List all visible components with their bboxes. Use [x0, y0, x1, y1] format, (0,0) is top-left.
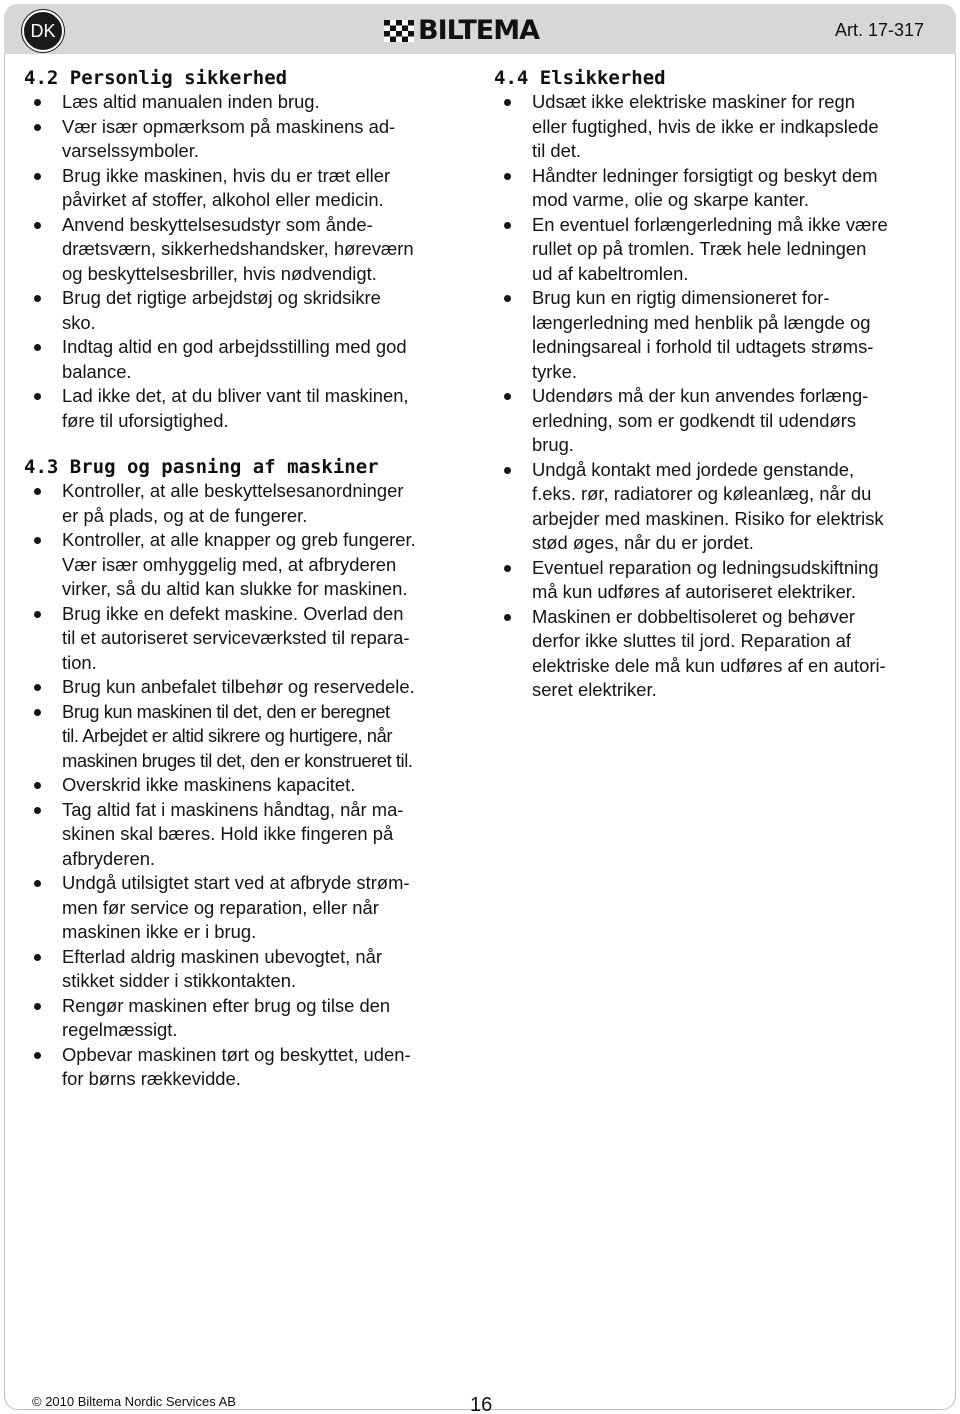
list-item: Eventuel reparation og ledningsudskiftning må kun udføres af autoriseret elektriker. [494, 556, 934, 605]
bullet-icon [504, 99, 511, 106]
list-item: Efterlad aldrig maskinen ubevogtet, når stikket sidder i stikkontakten. [24, 945, 474, 994]
checkered-flag-icon [384, 20, 414, 42]
bullet-icon [34, 173, 41, 180]
page-header [4, 4, 956, 58]
bullet-icon [34, 684, 41, 691]
list-item: Opbevar maskinen tørt og beskyttet, uden- for børns rækkevidde. [24, 1043, 474, 1092]
bullet-icon [34, 488, 41, 495]
list-item: Brug ikke en defekt maskine. Overlad den til et autoriseret serviceværksted til repara- tion. [24, 602, 474, 676]
bullet-icon [504, 173, 511, 180]
bullet-icon [504, 467, 511, 474]
bullet-icon [34, 807, 41, 814]
list-item: Kontroller, at alle knapper og greb fungerer. Vær især omhyggelig med, at afbryderen virker, så du altid kan slukke for maskinen. [24, 528, 474, 602]
list-item: Lad ikke det, at du bliver vant til maskinen, føre til uforsigtighed. [24, 384, 474, 433]
bullet-icon [34, 537, 41, 544]
bullet-icon [34, 954, 41, 961]
list-item: Rengør maskinen efter brug og tilse den regelmæssigt. [24, 994, 474, 1043]
list-item: Brug kun maskinen til det, den er beregnet til. Arbejdet er altid sikrere og hurtigere, når maskinen bruges til det, den er konstrueret til. [24, 700, 474, 774]
bullet-icon [34, 880, 41, 887]
bullet-icon [34, 611, 41, 618]
page-number: 16 [470, 1394, 493, 1414]
bullet-icon [34, 709, 41, 716]
list-item: Overskrid ikke maskinens kapacitet. [24, 773, 474, 798]
list-item: Vær især opmærksom på maskinens ad- varselssymboler. [24, 115, 474, 164]
list-item: Brug ikke maskinen, hvis du er træt eller påvirket af stoffer, alkohol eller medicin. [24, 164, 474, 213]
list-item: Kontroller, at alle beskyttelsesanordninger er på plads, og at de fungerer. [24, 479, 474, 528]
list-item: Håndter ledninger forsigtigt og beskyt dem mod varme, olie og skarpe kanter. [494, 164, 934, 213]
list-item: En eventuel forlængerledning må ikke være rullet op på tromlen. Træk hele ledningen ud af kabeltromlen. [494, 213, 934, 287]
list-item: Udsæt ikke elektriske maskiner for regn eller fugtighed, hvis de ikke er indkapslede til det. [494, 90, 934, 164]
bullet-icon [34, 99, 41, 106]
bullet-list [494, 90, 934, 703]
article-number: Art. 17-317 [834, 20, 924, 40]
bullet-icon [34, 222, 41, 229]
list-item: Indtag altid en god arbejdsstilling med god balance. [24, 335, 474, 384]
section-heading: 4.2 Personlig sikkerhed [24, 67, 288, 89]
brand-logo [384, 15, 539, 46]
right-column [494, 66, 934, 703]
bullet-icon [34, 344, 41, 351]
list-item: Brug det rigtige arbejdstøj og skridsikre sko. [24, 286, 474, 335]
bullet-list [24, 90, 474, 433]
bullet-icon [34, 393, 41, 400]
footer-copyright: © 2010 Biltema Nordic Services AB [32, 1394, 236, 1409]
section-heading: 4.3 Brug og pasning af maskiner [24, 456, 379, 478]
section-electrical-safety [494, 66, 934, 703]
list-item: Undgå kontakt med jordede genstande, f.eks. rør, radiatorer og køleanlæg, når du arbejder med maskinen. Risiko for elektrisk stød øges, når du er jordet. [494, 458, 934, 556]
left-column [24, 66, 474, 1092]
bullet-icon [34, 295, 41, 302]
bullet-icon [504, 393, 511, 400]
bullet-icon [34, 1003, 41, 1010]
bullet-icon [504, 565, 511, 572]
bullet-icon [34, 124, 41, 131]
list-item: Maskinen er dobbeltisoleret og behøver derfor ikke sluttes til jord. Reparation af elektriske dele må kun udføres af en autori- seret elektriker. [494, 605, 934, 703]
bullet-icon [504, 295, 511, 302]
bullet-icon [504, 614, 511, 621]
bullet-icon [34, 782, 41, 789]
language-badge: DK [22, 10, 64, 52]
bullet-list [24, 479, 474, 1092]
bullet-icon [504, 222, 511, 229]
list-item: Tag altid fat i maskinens håndtag, når ma- skinen skal bæres. Hold ikke fingeren på afbryderen. [24, 798, 474, 872]
brand-name: BILTEMA [418, 15, 539, 46]
list-item: Brug kun anbefalet tilbehør og reservedele. [24, 675, 474, 700]
section-personal-safety [24, 66, 474, 433]
bullet-icon [34, 1052, 41, 1059]
list-item: Undgå utilsigtet start ved at afbryde strøm- men før service og reparation, eller når maskinen ikke er i brug. [24, 871, 474, 945]
list-item: Læs altid manualen inden brug. [24, 90, 474, 115]
section-machine-use [24, 455, 474, 1092]
list-item: Brug kun en rigtig dimensioneret for- længerledning med henblik på længde og ledningsareal i forhold til udtagets strøms- tyrke. [494, 286, 934, 384]
list-item: Udendørs må der kun anvendes forlæng- erledning, som er godkendt til udendørs brug. [494, 384, 934, 458]
section-heading: 4.4 Elsikkerhed [494, 67, 666, 89]
list-item: Anvend beskyttelsesudstyr som ånde- drætsværn, sikkerhedshandsker, høreværn og beskyttelsesbriller, hvis nødvendigt. [24, 213, 474, 287]
